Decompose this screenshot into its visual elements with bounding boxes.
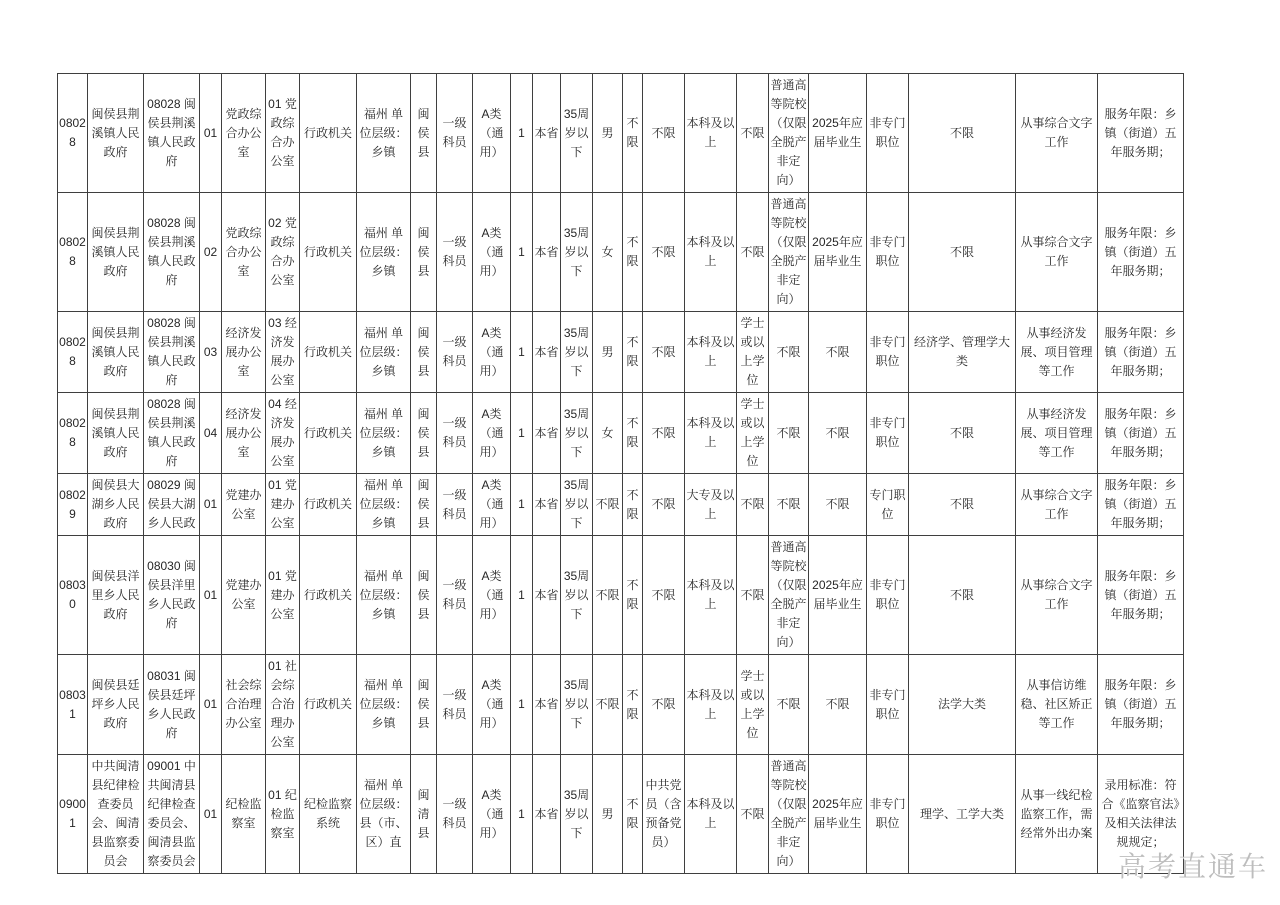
table-cell: 普通高等院校（仅限全脱产非定向） bbox=[769, 193, 809, 312]
table-cell: 09001 中共闽清县纪律检查委员会、闽清县监察委员会 bbox=[144, 755, 200, 874]
table-cell: 本省 bbox=[533, 193, 561, 312]
table-cell: 04 经济发展办公室 bbox=[266, 393, 300, 474]
table-cell: 本科及以上 bbox=[685, 755, 737, 874]
table-cell: 不限 bbox=[643, 312, 685, 393]
table-cell: 1 bbox=[511, 474, 533, 536]
table-cell: 纪检监察室 bbox=[222, 755, 266, 874]
table-cell: 福州 单位层级：乡镇 bbox=[357, 74, 411, 193]
table-cell: 闽侯县大湖乡人民政府 bbox=[88, 474, 144, 536]
table-cell: 一级科员 bbox=[437, 755, 473, 874]
table-cell: 闽侯县洋里乡人民政府 bbox=[88, 536, 144, 655]
table-cell: 行政机关 bbox=[300, 312, 357, 393]
table-cell: A类（通用） bbox=[473, 755, 511, 874]
table-cell: 08031 闽侯县廷坪乡人民政府 bbox=[144, 655, 200, 755]
table-cell: 不限 bbox=[643, 474, 685, 536]
table-cell: 闽侯县荆溪镇人民政府 bbox=[88, 393, 144, 474]
table-cell: 不限 bbox=[737, 536, 769, 655]
table-cell: 不限 bbox=[623, 312, 643, 393]
table-cell: 服务年限：乡镇（街道）五年服务期； bbox=[1098, 536, 1184, 655]
table-cell: 男 bbox=[593, 74, 623, 193]
table-cell: 一级科员 bbox=[437, 655, 473, 755]
table-cell: 一级科员 bbox=[437, 74, 473, 193]
table-cell: 不限 bbox=[593, 536, 623, 655]
table-cell: 本省 bbox=[533, 655, 561, 755]
table-cell: 本省 bbox=[533, 393, 561, 474]
table-cell: 闽侯县荆溪镇人民政府 bbox=[88, 312, 144, 393]
table-cell: 经济发展办公室 bbox=[222, 393, 266, 474]
table-cell: 学士或以上学位 bbox=[737, 655, 769, 755]
table-cell: 02 bbox=[200, 193, 222, 312]
table-cell: 本科及以上 bbox=[685, 312, 737, 393]
table-cell: 从事综合文字工作 bbox=[1016, 193, 1098, 312]
table-cell: 1 bbox=[511, 312, 533, 393]
table-cell: 01 党建办公室 bbox=[266, 536, 300, 655]
table-cell: 不限 bbox=[643, 393, 685, 474]
table-cell: 非专门职位 bbox=[867, 393, 909, 474]
table-cell: 不限 bbox=[769, 474, 809, 536]
table-cell: 08031 bbox=[58, 655, 88, 755]
table-cell: 不限 bbox=[623, 193, 643, 312]
table-cell: 不限 bbox=[809, 474, 867, 536]
table-cell: 本科及以上 bbox=[685, 655, 737, 755]
table-cell: 闽侯县廷坪乡人民政府 bbox=[88, 655, 144, 755]
table-cell: 理学、工学大类 bbox=[909, 755, 1016, 874]
table-cell: 普通高等院校（仅限全脱产非定向） bbox=[769, 755, 809, 874]
table-cell: 本省 bbox=[533, 312, 561, 393]
table-cell: 35周岁以下 bbox=[561, 74, 593, 193]
table-row bbox=[58, 74, 1184, 193]
table-cell: 学士或以上学位 bbox=[737, 312, 769, 393]
table-cell: 中共党员（含预备党员） bbox=[643, 755, 685, 874]
table-cell: 本科及以上 bbox=[685, 193, 737, 312]
table-cell: 福州 单位层级：乡镇 bbox=[357, 312, 411, 393]
table-cell: 学士或以上学位 bbox=[737, 393, 769, 474]
table-cell: 普通高等院校（仅限全脱产非定向） bbox=[769, 536, 809, 655]
table-cell: 35周岁以下 bbox=[561, 193, 593, 312]
table-cell: 从事综合文字工作 bbox=[1016, 474, 1098, 536]
table-cell: 35周岁以下 bbox=[561, 474, 593, 536]
table-cell: 35周岁以下 bbox=[561, 312, 593, 393]
table-row bbox=[58, 536, 1184, 655]
table-cell: 一级科员 bbox=[437, 393, 473, 474]
table-cell: 不限 bbox=[623, 474, 643, 536]
table-cell: 01 社会综合治理办公室 bbox=[266, 655, 300, 755]
table-cell: 1 bbox=[511, 755, 533, 874]
table-cell: 1 bbox=[511, 393, 533, 474]
table-cell: 不限 bbox=[593, 655, 623, 755]
table-cell: 男 bbox=[593, 312, 623, 393]
table-cell: 女 bbox=[593, 393, 623, 474]
table-cell: 不限 bbox=[909, 74, 1016, 193]
table-cell: 不限 bbox=[909, 193, 1016, 312]
table-cell: A类（通用） bbox=[473, 393, 511, 474]
table-cell: 01 bbox=[200, 74, 222, 193]
table-cell: 不限 bbox=[593, 474, 623, 536]
table-cell: A类（通用） bbox=[473, 312, 511, 393]
table-cell: 35周岁以下 bbox=[561, 393, 593, 474]
table-cell: 闽侯县 bbox=[411, 393, 437, 474]
table-cell: 服务年限：乡镇（街道）五年服务期； bbox=[1098, 193, 1184, 312]
table-cell: 不限 bbox=[643, 74, 685, 193]
table-cell: 专门职位 bbox=[867, 474, 909, 536]
table-cell: 01 党政综合办公室 bbox=[266, 74, 300, 193]
table-cell: 普通高等院校（仅限全脱产非定向） bbox=[769, 74, 809, 193]
table-cell: 不限 bbox=[737, 755, 769, 874]
table-cell: 服务年限：乡镇（街道）五年服务期； bbox=[1098, 312, 1184, 393]
table-cell: 本省 bbox=[533, 755, 561, 874]
table-cell: 08028 bbox=[58, 393, 88, 474]
table-cell: A类（通用） bbox=[473, 474, 511, 536]
table-cell: 非专门职位 bbox=[867, 74, 909, 193]
table-cell: 服务年限：乡镇（街道）五年服务期； bbox=[1098, 474, 1184, 536]
table-cell: 非专门职位 bbox=[867, 193, 909, 312]
table-cell: 不限 bbox=[737, 193, 769, 312]
table-cell: 不限 bbox=[623, 655, 643, 755]
table-cell: 非专门职位 bbox=[867, 312, 909, 393]
table-cell: 1 bbox=[511, 193, 533, 312]
table-cell: 服务年限：乡镇（街道）五年服务期； bbox=[1098, 393, 1184, 474]
table-row bbox=[58, 655, 1184, 755]
table-cell: 不限 bbox=[769, 393, 809, 474]
table-cell: 不限 bbox=[769, 312, 809, 393]
table-cell: 2025年应届毕业生 bbox=[809, 755, 867, 874]
table-cell: 2025年应届毕业生 bbox=[809, 74, 867, 193]
table-cell: 1 bbox=[511, 655, 533, 755]
table-cell: 不限 bbox=[737, 74, 769, 193]
table-cell: 行政机关 bbox=[300, 536, 357, 655]
table-cell: 本省 bbox=[533, 74, 561, 193]
table-cell: 从事经济发展、项目管理等工作 bbox=[1016, 393, 1098, 474]
table-cell: 不限 bbox=[909, 536, 1016, 655]
table-cell: 录用标准：符合《监察官法》及相关法律法规规定； bbox=[1098, 755, 1184, 874]
table-cell: 闽侯县 bbox=[411, 312, 437, 393]
table-cell: 一级科员 bbox=[437, 193, 473, 312]
table-cell: 法学大类 bbox=[909, 655, 1016, 755]
table-cell: 08028 闽侯县荆溪镇人民政府 bbox=[144, 193, 200, 312]
table-cell: 从事经济发展、项目管理等工作 bbox=[1016, 312, 1098, 393]
table-cell: 行政机关 bbox=[300, 74, 357, 193]
table-cell: 08029 闽侯县大湖乡人民政 bbox=[144, 474, 200, 536]
table-cell: 福州 单位层级：乡镇 bbox=[357, 193, 411, 312]
table-cell: 行政机关 bbox=[300, 193, 357, 312]
table-cell: 不限 bbox=[643, 193, 685, 312]
table-cell: 03 bbox=[200, 312, 222, 393]
table-cell: 1 bbox=[511, 74, 533, 193]
table-cell: 02 党政综合办公室 bbox=[266, 193, 300, 312]
table-cell: 不限 bbox=[809, 393, 867, 474]
table-row bbox=[58, 193, 1184, 312]
table-cell: 纪检监察系统 bbox=[300, 755, 357, 874]
table-cell: 08028 bbox=[58, 193, 88, 312]
table-cell: 08029 bbox=[58, 474, 88, 536]
table-cell: 09001 bbox=[58, 755, 88, 874]
table-cell: 不限 bbox=[643, 536, 685, 655]
table-row bbox=[58, 755, 1184, 874]
table-cell: 2025年应届毕业生 bbox=[809, 193, 867, 312]
table-cell: 闽侯县 bbox=[411, 474, 437, 536]
table-cell: 从事综合文字工作 bbox=[1016, 74, 1098, 193]
table-cell: 非专门职位 bbox=[867, 655, 909, 755]
table-cell: A类（通用） bbox=[473, 655, 511, 755]
table-cell: 不限 bbox=[643, 655, 685, 755]
table-cell: 不限 bbox=[909, 474, 1016, 536]
table-cell: 不限 bbox=[809, 312, 867, 393]
table-cell: 党建办公室 bbox=[222, 536, 266, 655]
table-cell: 行政机关 bbox=[300, 393, 357, 474]
table-row bbox=[58, 312, 1184, 393]
table-cell: 2025年应届毕业生 bbox=[809, 536, 867, 655]
table-cell: 不限 bbox=[623, 755, 643, 874]
table-cell: 从事一线纪检监察工作，需经常外出办案 bbox=[1016, 755, 1098, 874]
table-cell: 闽清县 bbox=[411, 755, 437, 874]
table-cell: 01 党建办公室 bbox=[266, 474, 300, 536]
table-cell: 本省 bbox=[533, 536, 561, 655]
table-cell: 党政综合办公室 bbox=[222, 74, 266, 193]
table-cell: 08028 bbox=[58, 74, 88, 193]
table-cell: 不限 bbox=[809, 655, 867, 755]
table-cell: 08028 bbox=[58, 312, 88, 393]
table-cell: 01 bbox=[200, 536, 222, 655]
table-cell: 行政机关 bbox=[300, 655, 357, 755]
table-cell: 大专及以上 bbox=[685, 474, 737, 536]
table-cell: 党政综合办公室 bbox=[222, 193, 266, 312]
table-cell: 一级科员 bbox=[437, 536, 473, 655]
table-cell: 福州 单位层级：县（市、区）直 bbox=[357, 755, 411, 874]
table-cell: 一级科员 bbox=[437, 474, 473, 536]
table-cell: 不限 bbox=[909, 393, 1016, 474]
table-cell: 不限 bbox=[623, 74, 643, 193]
table-cell: 35周岁以下 bbox=[561, 655, 593, 755]
table-cell: 不限 bbox=[737, 474, 769, 536]
table-cell: 男 bbox=[593, 755, 623, 874]
table-cell: 1 bbox=[511, 536, 533, 655]
table-cell: 闽侯县 bbox=[411, 655, 437, 755]
table-cell: 中共闽清县纪律检查委员会、闽清县监察委员会 bbox=[88, 755, 144, 874]
table-cell: 08030 闽侯县洋里乡人民政府 bbox=[144, 536, 200, 655]
table-cell: 本科及以上 bbox=[685, 536, 737, 655]
table-cell: 非专门职位 bbox=[867, 755, 909, 874]
table-cell: 闽侯县 bbox=[411, 74, 437, 193]
table-cell: 闽侯县 bbox=[411, 536, 437, 655]
table-row bbox=[58, 393, 1184, 474]
table-cell: 女 bbox=[593, 193, 623, 312]
table-cell: 01 bbox=[200, 474, 222, 536]
table-cell: 01 bbox=[200, 655, 222, 755]
table-cell: A类（通用） bbox=[473, 74, 511, 193]
watermark-text: 高考直通车 bbox=[1117, 851, 1268, 882]
table-cell: 福州 单位层级：乡镇 bbox=[357, 536, 411, 655]
table-cell: 35周岁以下 bbox=[561, 755, 593, 874]
table-cell: 本省 bbox=[533, 474, 561, 536]
table-cell: 08030 bbox=[58, 536, 88, 655]
table-cell: 01 纪检监察室 bbox=[266, 755, 300, 874]
table-cell: 社会综合治理办公室 bbox=[222, 655, 266, 755]
table-cell: 党建办公室 bbox=[222, 474, 266, 536]
table-cell: 本科及以上 bbox=[685, 74, 737, 193]
table-cell: 03 经济发展办公室 bbox=[266, 312, 300, 393]
table-cell: 不限 bbox=[623, 393, 643, 474]
table-cell: 不限 bbox=[769, 655, 809, 755]
table-cell: A类（通用） bbox=[473, 536, 511, 655]
position-table-body bbox=[58, 74, 1184, 874]
table-cell: 福州 单位层级：乡镇 bbox=[357, 655, 411, 755]
table-cell: A类（通用） bbox=[473, 193, 511, 312]
table-cell: 从事综合文字工作 bbox=[1016, 536, 1098, 655]
table-cell: 04 bbox=[200, 393, 222, 474]
table-cell: 不限 bbox=[623, 536, 643, 655]
table-row bbox=[58, 474, 1184, 536]
table-cell: 闽侯县 bbox=[411, 193, 437, 312]
table-cell: 从事信访维稳、社区矫正等工作 bbox=[1016, 655, 1098, 755]
table-cell: 行政机关 bbox=[300, 474, 357, 536]
table-cell: 08028 闽侯县荆溪镇人民政府 bbox=[144, 393, 200, 474]
table-cell: 经济学、管理学大类 bbox=[909, 312, 1016, 393]
table-cell: 福州 单位层级：乡镇 bbox=[357, 393, 411, 474]
table-cell: 经济发展办公室 bbox=[222, 312, 266, 393]
table-cell: 福州 单位层级：乡镇 bbox=[357, 474, 411, 536]
table-cell: 服务年限：乡镇（街道）五年服务期； bbox=[1098, 74, 1184, 193]
position-table bbox=[57, 73, 1184, 874]
table-cell: 闽侯县荆溪镇人民政府 bbox=[88, 74, 144, 193]
table-cell: 08028 闽侯县荆溪镇人民政府 bbox=[144, 74, 200, 193]
table-cell: 35周岁以下 bbox=[561, 536, 593, 655]
table-cell: 08028 闽侯县荆溪镇人民政府 bbox=[144, 312, 200, 393]
table-cell: 01 bbox=[200, 755, 222, 874]
table-cell: 非专门职位 bbox=[867, 536, 909, 655]
table-cell: 本科及以上 bbox=[685, 393, 737, 474]
table-cell: 服务年限：乡镇（街道）五年服务期； bbox=[1098, 655, 1184, 755]
table-cell: 闽侯县荆溪镇人民政府 bbox=[88, 193, 144, 312]
table-cell: 一级科员 bbox=[437, 312, 473, 393]
